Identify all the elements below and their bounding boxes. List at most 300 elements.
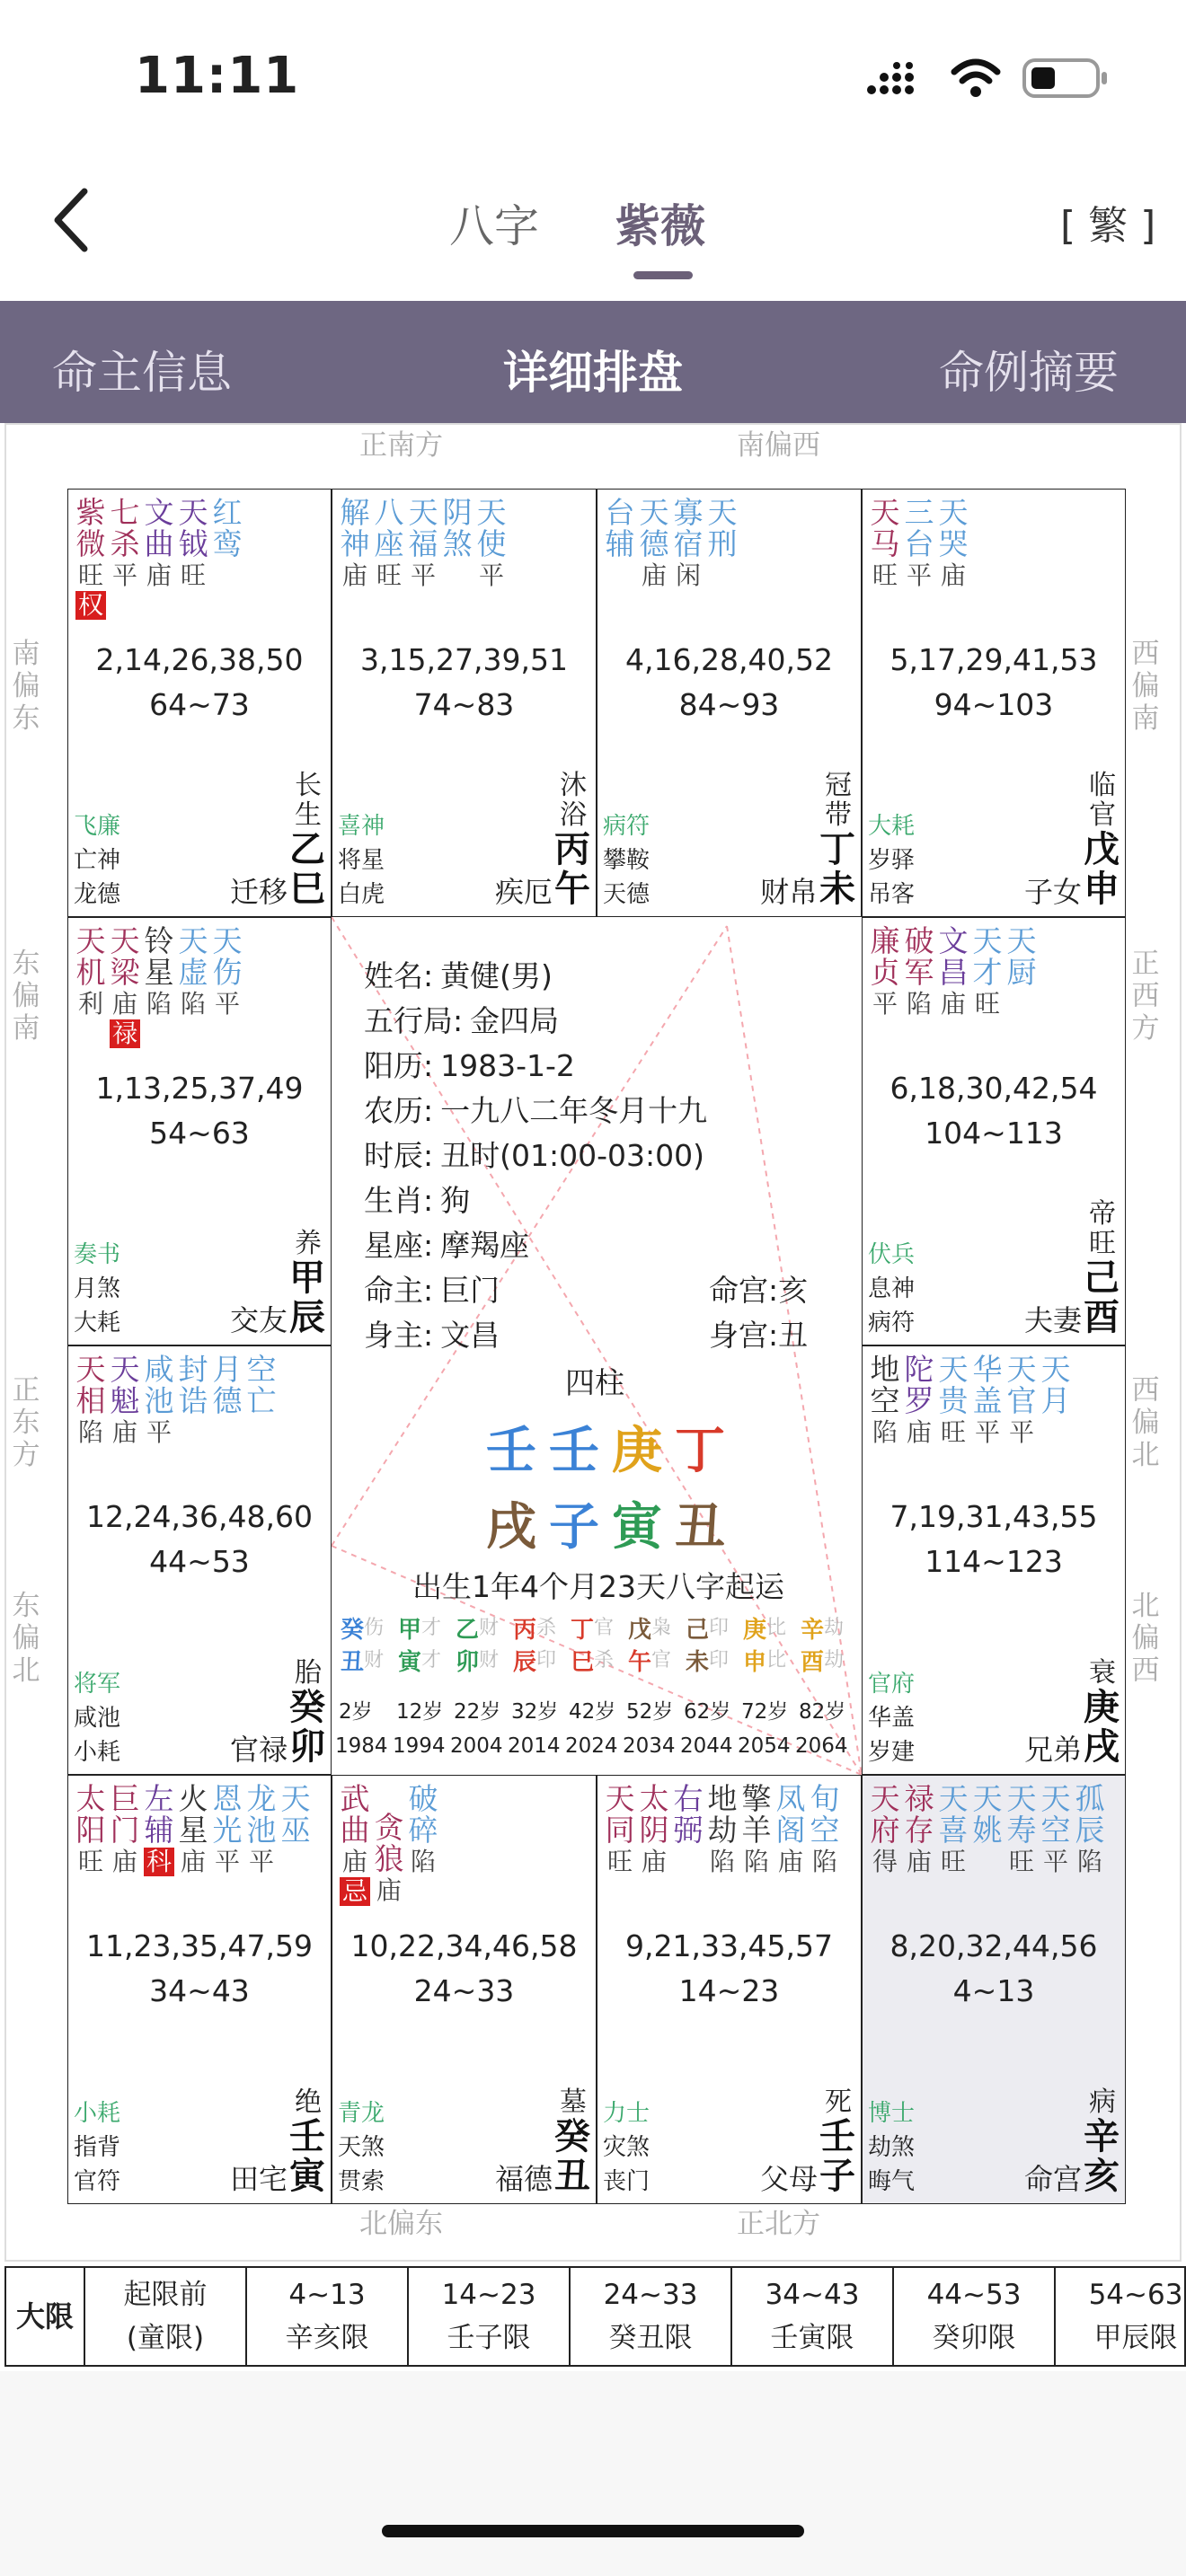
daxian-name: 壬子限 [447, 2322, 531, 2354]
back-arrow-icon[interactable] [45, 184, 108, 256]
star-brightness: 庙 [641, 560, 667, 590]
shen-gong-label: 身宫:丑 [709, 1318, 809, 1353]
sizhu-title: 四柱 [565, 1365, 624, 1400]
star-name: 天 哭 [938, 495, 969, 561]
boshi-god: 病符 [603, 813, 651, 840]
star [1039, 1783, 1073, 1875]
palace-decade: 104~113 [925, 1116, 1063, 1151]
dayun-start-year: 2044 [680, 1734, 733, 1758]
active-tab-indicator [633, 271, 693, 279]
star [108, 1354, 142, 1446]
palace-ages: 11,23,35,47,59 [86, 1928, 313, 1963]
birth-info-row [364, 1222, 529, 1265]
star-list [868, 1354, 1073, 1446]
dayun-column [340, 1617, 385, 1676]
changsheng-stage: 临 官 [1089, 770, 1116, 831]
star-brightness: 平 [146, 1417, 172, 1447]
palace-decade: 24~33 [413, 1973, 515, 2008]
palace-ganzhi: 己 酉 [1084, 1257, 1120, 1338]
star [739, 1783, 774, 1875]
star-brightness: 陷 [1076, 1847, 1102, 1876]
info-label: 五行局: [364, 1003, 464, 1038]
direction-left-1: 南偏东 [12, 638, 40, 735]
changsheng-stage: 死 [825, 2086, 852, 2118]
dayun-start-age: 12岁 [396, 1700, 444, 1724]
direction-left-2: 东偏南 [12, 948, 40, 1045]
palace-you[interactable] [862, 917, 1126, 1345]
star [902, 497, 936, 589]
star-name: 陀 罗 [904, 1352, 934, 1418]
dayun-column [800, 1617, 845, 1676]
star-name: 天 府 [870, 1781, 900, 1848]
dayun-start-year: 1984 [335, 1734, 388, 1758]
star-list [603, 1783, 842, 1875]
star-name: 右 弼 [673, 1781, 704, 1848]
star [868, 497, 902, 589]
star-brightness: 陷 [811, 1847, 837, 1876]
dayun-stem-god: 比 [766, 1617, 787, 1639]
star-name: 天 钺 [178, 495, 208, 561]
star-name: 文 昌 [938, 923, 969, 990]
dayun-start-year: 2024 [565, 1734, 618, 1758]
info-value: 丑时(01:00-03:00) [440, 1138, 704, 1173]
star-list [74, 1354, 279, 1446]
star [868, 925, 902, 1018]
star [1005, 1783, 1039, 1875]
direction-bottom-right: 正北方 [737, 2208, 820, 2240]
star [1039, 1354, 1073, 1446]
dayun-start-age: 52岁 [626, 1700, 674, 1724]
star-brightness: 陷 [180, 989, 206, 1019]
si-hua-badge: 禄 [110, 1019, 140, 1048]
star-name: 天 同 [605, 1781, 635, 1848]
dayun-stem-god: 伤 [364, 1617, 385, 1639]
dayun-start-year: 1994 [393, 1734, 446, 1758]
wifi-icon [951, 57, 1001, 99]
palace-name: 父母 [759, 2162, 818, 2196]
star [338, 1783, 372, 1906]
dayun-start-age: 42岁 [569, 1700, 616, 1724]
star-brightness: 平 [872, 989, 898, 1019]
star-list [74, 925, 244, 1048]
palace-chen[interactable] [67, 917, 332, 1345]
dayun-stem-god: 劫 [824, 1617, 845, 1639]
star-brightness: 旺 [77, 1847, 103, 1876]
star-name: 天 空 [1040, 1781, 1071, 1848]
star-name: 华 盖 [972, 1352, 1003, 1418]
palace-yin[interactable] [67, 1775, 332, 2204]
star [902, 1783, 936, 1875]
star [244, 1354, 279, 1446]
palace-wu[interactable] [332, 489, 597, 917]
star-brightness: 平 [1008, 1417, 1034, 1447]
dayun-timeline [332, 1618, 862, 1770]
info-label: 农历: [364, 1093, 434, 1128]
palace-name: 疾厄 [494, 875, 553, 909]
star [671, 497, 705, 589]
star-name: 天 姚 [972, 1781, 1003, 1848]
subtab-case-summary[interactable]: 命例摘要 [939, 347, 1119, 399]
palace-wei[interactable] [597, 489, 862, 917]
si-hua-badge: 忌 [340, 1877, 370, 1906]
star-name: 擎 羊 [741, 1781, 772, 1848]
star [74, 925, 108, 1048]
star-list [603, 497, 739, 589]
dayun-stem: 戊 [627, 1617, 651, 1644]
info-value: 1983-1-2 [440, 1048, 575, 1083]
daxian-item[interactable] [732, 2268, 894, 2365]
daxian-item[interactable] [894, 2268, 1056, 2365]
dayun-start-year: 2054 [738, 1734, 791, 1758]
star-brightness: 庙 [111, 1417, 137, 1447]
suiqian-god: 息神 [868, 1275, 916, 1302]
star-name: 破 军 [904, 923, 934, 990]
star [603, 497, 637, 589]
star-name: 地 劫 [707, 1781, 738, 1848]
star-name: 文 曲 [144, 495, 174, 561]
star [372, 497, 406, 589]
star-name: 龙 池 [246, 1781, 277, 1848]
star [970, 925, 1005, 1018]
pillar-branches [486, 1487, 725, 1559]
dayun-branch-god: 劫 [824, 1649, 845, 1672]
cellular-signal-icon [864, 61, 927, 97]
star-name: 台 辅 [605, 495, 635, 561]
direction-left-4: 东偏北 [12, 1590, 40, 1687]
palace-ganzhi: 庚 戌 [1084, 1687, 1120, 1768]
star [142, 925, 176, 1048]
changsheng-stage: 帝 旺 [1089, 1198, 1116, 1259]
daxian-item[interactable] [247, 2268, 409, 2365]
star [210, 925, 244, 1048]
center-info-panel [332, 917, 862, 1775]
palace-ages: 12,24,36,48,60 [86, 1499, 313, 1534]
dayun-branch: 卯 [455, 1649, 479, 1676]
star-brightness: 庙 [940, 989, 966, 1019]
star-name: 天 虚 [178, 923, 208, 990]
star-brightness: 得 [872, 1847, 898, 1876]
dayun-start-age: 82岁 [799, 1700, 846, 1724]
star-brightness: 庙 [376, 1875, 402, 1905]
star [970, 1783, 1005, 1875]
palace-xu[interactable] [862, 1345, 1126, 1775]
dayun-stem: 甲 [397, 1617, 421, 1644]
daxian-item[interactable] [409, 2268, 571, 2365]
jiangqian-god: 龙德 [74, 881, 121, 908]
star-brightness: 旺 [872, 560, 898, 590]
star-name: 天 使 [476, 495, 507, 561]
star-name: 天 相 [75, 1352, 106, 1418]
dayun-branch: 午 [627, 1649, 651, 1676]
palace-ganzhi: 丁 未 [819, 829, 855, 910]
palace-decade: 64~73 [149, 687, 250, 722]
palace-shen[interactable] [862, 489, 1126, 917]
star [108, 925, 142, 1048]
star-brightness: 旺 [376, 560, 402, 590]
star-name: 红 鸾 [212, 495, 243, 561]
star-name: 破 碎 [408, 1781, 438, 1848]
info-value: 摩羯座 [440, 1228, 530, 1263]
suiqian-god: 岁驿 [868, 847, 916, 874]
dayun-branch: 巳 [570, 1649, 594, 1676]
jiangqian-god: 小耗 [74, 1739, 121, 1766]
palace-ganzhi: 壬 寅 [289, 2116, 325, 2197]
star-brightness: 陷 [410, 1847, 436, 1876]
star-brightness: 陷 [906, 989, 932, 1019]
star [108, 1783, 142, 1876]
star [210, 1783, 244, 1876]
direction-right-3: 西偏北 [1131, 1374, 1160, 1471]
palace-si[interactable] [67, 489, 332, 917]
star-name: 天 贵 [938, 1352, 969, 1418]
pillar-branch: 戌 [486, 1498, 536, 1557]
jiangqian-god: 大耗 [74, 1310, 121, 1337]
palace-mao[interactable] [67, 1345, 332, 1775]
palace-name: 田宅 [229, 2162, 288, 2196]
info-value: 巨门 [440, 1273, 500, 1308]
star-name: 地 空 [870, 1352, 900, 1418]
star-name: 天 寿 [1006, 1781, 1037, 1848]
pillar-stem: 壬 [486, 1422, 536, 1480]
palace-ganzhi: 癸 卯 [289, 1687, 325, 1768]
dayun-stem: 辛 [800, 1617, 824, 1644]
birth-info-row [364, 1133, 704, 1175]
qiyun-text: 出生1年4个月23天八字起运 [412, 1569, 784, 1604]
star-brightness: 陷 [77, 1417, 103, 1447]
info-label: 时辰: [364, 1138, 434, 1173]
palace-zi[interactable] [597, 1775, 862, 2204]
daxian-item[interactable] [571, 2268, 732, 2365]
star-name: 火 星 [178, 1781, 208, 1848]
changsheng-stage: 冠 带 [825, 770, 852, 831]
star-brightness: 陷 [872, 1417, 898, 1447]
star-name: 旬 空 [810, 1781, 840, 1848]
changsheng-stage: 衰 [1089, 1657, 1116, 1689]
dayun-start-age: 2岁 [339, 1700, 373, 1724]
subtab-owner-info[interactable]: 命主信息 [52, 347, 232, 399]
star-brightness: 利 [77, 989, 103, 1019]
jiangqian-god: 病符 [868, 1310, 916, 1337]
pillar-branch: 寅 [612, 1498, 662, 1557]
subtab-detailed-chart[interactable]: 详细排盘 [503, 347, 683, 399]
dayun-start-age: 32岁 [511, 1700, 559, 1724]
info-value: 黄健(男) [440, 958, 553, 993]
dayun-stem: 癸 [340, 1617, 364, 1644]
tab-ziwei[interactable]: 紫薇 [615, 200, 705, 252]
changsheng-stage: 胎 [295, 1657, 322, 1689]
star-name: 禄 存 [904, 1781, 934, 1848]
palace-decade: 84~93 [678, 687, 780, 722]
dayun-column [397, 1617, 442, 1676]
pillar-branch: 子 [549, 1498, 599, 1557]
traditional-chinese-toggle[interactable]: [ 繁 ] [1060, 203, 1156, 249]
star-name: 天 官 [1006, 1352, 1037, 1418]
star-list [868, 925, 1039, 1018]
star [705, 497, 739, 589]
star-brightness: 平 [248, 1847, 274, 1876]
battery-icon [1022, 57, 1109, 99]
info-value: 金四局 [470, 1003, 560, 1038]
dayun-column [627, 1617, 672, 1676]
star-name: 封 诰 [178, 1352, 208, 1418]
jiangqian-god: 贯索 [338, 2168, 385, 2195]
dayun-stem: 丁 [570, 1617, 594, 1644]
palace-ages: 6,18,30,42,54 [890, 1071, 1098, 1106]
dayun-start-year: 2014 [508, 1734, 561, 1758]
star-name: 天 刑 [707, 495, 738, 561]
star-brightness: 平 [111, 560, 137, 590]
dayun-stem-god: 才 [421, 1617, 442, 1639]
star-list [74, 497, 244, 620]
star [142, 1354, 176, 1446]
daxian-name: 甲辰限 [1093, 2322, 1178, 2354]
palace-ages: 3,15,27,39,51 [360, 642, 568, 677]
daxian-label: 大限 [6, 2268, 85, 2365]
info-label: 阳历: [364, 1048, 434, 1083]
dayun-stem: 己 [685, 1617, 709, 1644]
daxian-item[interactable] [1056, 2268, 1186, 2365]
star-brightness: 平 [214, 1847, 240, 1876]
star-name: 太 阴 [639, 1781, 669, 1848]
dayun-branch-god: 比 [766, 1649, 787, 1672]
ming-gong-label: 命宫:亥 [709, 1273, 809, 1308]
star [637, 497, 671, 589]
star-brightness: 平 [906, 560, 932, 590]
palace-name: 财帛 [759, 875, 818, 909]
star [142, 497, 176, 620]
palace-ages: 5,17,29,41,53 [890, 642, 1098, 677]
star [936, 497, 970, 589]
star-brightness: 庙 [146, 560, 172, 590]
daxian-item[interactable] [85, 2268, 247, 2365]
palace-name: 交友 [229, 1303, 288, 1337]
palace-ganzhi: 戊 申 [1084, 829, 1120, 910]
star-name: 天 马 [870, 495, 900, 561]
boshi-god: 喜神 [338, 813, 385, 840]
star-brightness: 陷 [146, 989, 172, 1019]
star-name: 天 厨 [1006, 923, 1037, 990]
star-name: 天 巫 [280, 1781, 311, 1848]
dayun-start-year: 2034 [623, 1734, 676, 1758]
dayun-branch: 丑 [340, 1649, 364, 1676]
star [176, 925, 210, 1048]
daxian-name: 辛亥限 [285, 2322, 369, 2354]
tab-bazi[interactable]: 八字 [449, 200, 539, 252]
boshi-god: 小耗 [74, 2100, 121, 2127]
palace-ages: 2,14,26,38,50 [95, 642, 304, 677]
info-label: 身主: [364, 1318, 434, 1353]
birth-info-row [364, 998, 559, 1040]
palace-ganzhi: 辛 亥 [1084, 2116, 1120, 2197]
palace-decade: 44~53 [149, 1544, 250, 1579]
star [74, 1354, 108, 1446]
dayun-start-year: 2004 [450, 1734, 503, 1758]
star-name: 月 德 [212, 1352, 243, 1418]
daxian-range: 54~63 [1088, 2279, 1183, 2311]
palace-ganzhi: 乙 巳 [289, 829, 325, 910]
palace-ganzhi: 壬 子 [819, 2116, 855, 2197]
jiangqian-god: 官符 [74, 2168, 121, 2195]
star [868, 1783, 902, 1875]
star-name: 孤 辰 [1075, 1781, 1105, 1848]
jiangqian-god: 天德 [603, 881, 651, 908]
star [936, 1354, 970, 1446]
star [902, 925, 936, 1018]
star-name: 天 梁 [110, 923, 140, 990]
star [671, 1783, 705, 1875]
palace-name: 迁移 [229, 875, 288, 909]
pillar-stem: 庚 [612, 1422, 662, 1480]
palace-name: 子女 [1023, 875, 1082, 909]
star-name: 寡 宿 [673, 495, 704, 561]
star [637, 1783, 671, 1875]
birth-info-row [364, 1178, 470, 1220]
palace-name: 兄弟 [1023, 1733, 1082, 1767]
star-name: 天 魁 [110, 1352, 140, 1418]
daxian-range: 24~33 [603, 2279, 698, 2311]
star-name: 七 杀 [110, 495, 140, 561]
info-value: 一九八二年冬月十九 [440, 1093, 708, 1128]
dayun-branch-god: 财 [364, 1649, 385, 1672]
direction-top-right: 南偏西 [737, 429, 820, 462]
info-value: 文昌 [440, 1318, 500, 1353]
suiqian-god: 灾煞 [603, 2134, 651, 2161]
star [902, 1354, 936, 1446]
dayun-branch-god: 官 [651, 1649, 672, 1672]
palace-ages: 10,22,34,46,58 [350, 1928, 578, 1963]
dayun-branch-god: 杀 [594, 1649, 615, 1672]
palace-ganzhi: 甲 辰 [289, 1257, 325, 1338]
info-label: 星座: [364, 1228, 434, 1263]
palace-ages: 1,13,25,37,49 [95, 1071, 304, 1106]
star-name: 解 神 [340, 495, 370, 561]
direction-bottom-left: 北偏东 [359, 2208, 443, 2240]
star [244, 1783, 279, 1876]
star-brightness: 旺 [1008, 1847, 1034, 1876]
star-name: 天 喜 [938, 1781, 969, 1848]
star-brightness: 庙 [641, 1847, 667, 1876]
palace-hai[interactable] [862, 1775, 1126, 2204]
star-name: 恩 光 [212, 1781, 243, 1848]
daxian-name: 癸丑限 [608, 2322, 693, 2354]
star-name: 天 机 [75, 923, 106, 990]
dayun-start-age: 22岁 [454, 1700, 501, 1724]
palace-chou[interactable] [332, 1775, 597, 2204]
palace-ganzhi: 癸 丑 [554, 2116, 590, 2197]
dayun-stem: 乙 [455, 1617, 479, 1644]
star-brightness: 陷 [743, 1847, 769, 1876]
star-name: 左 辅 [144, 1781, 174, 1848]
status-time: 11:11 [135, 47, 300, 105]
star-name: 凤 阁 [775, 1781, 806, 1848]
palace-name: 命宫 [1023, 2162, 1082, 2196]
suiqian-god: 月煞 [74, 1275, 121, 1302]
boshi-god: 大耗 [868, 813, 916, 840]
jiangqian-god: 吊客 [868, 881, 916, 908]
dayun-stem: 丙 [512, 1617, 536, 1644]
star [603, 1783, 637, 1875]
dayun-stem-god: 枭 [651, 1617, 672, 1639]
info-label: 生肖: [364, 1183, 434, 1218]
daxian-row [4, 2266, 1186, 2367]
bottom-background [0, 2371, 1186, 2576]
palace-name: 官禄 [229, 1733, 288, 1767]
birth-info-row [364, 1267, 500, 1310]
star [338, 497, 372, 589]
si-hua-badge: 权 [75, 591, 106, 620]
star-name: 天 月 [1040, 1352, 1071, 1418]
star-brightness: 庙 [341, 1847, 367, 1876]
